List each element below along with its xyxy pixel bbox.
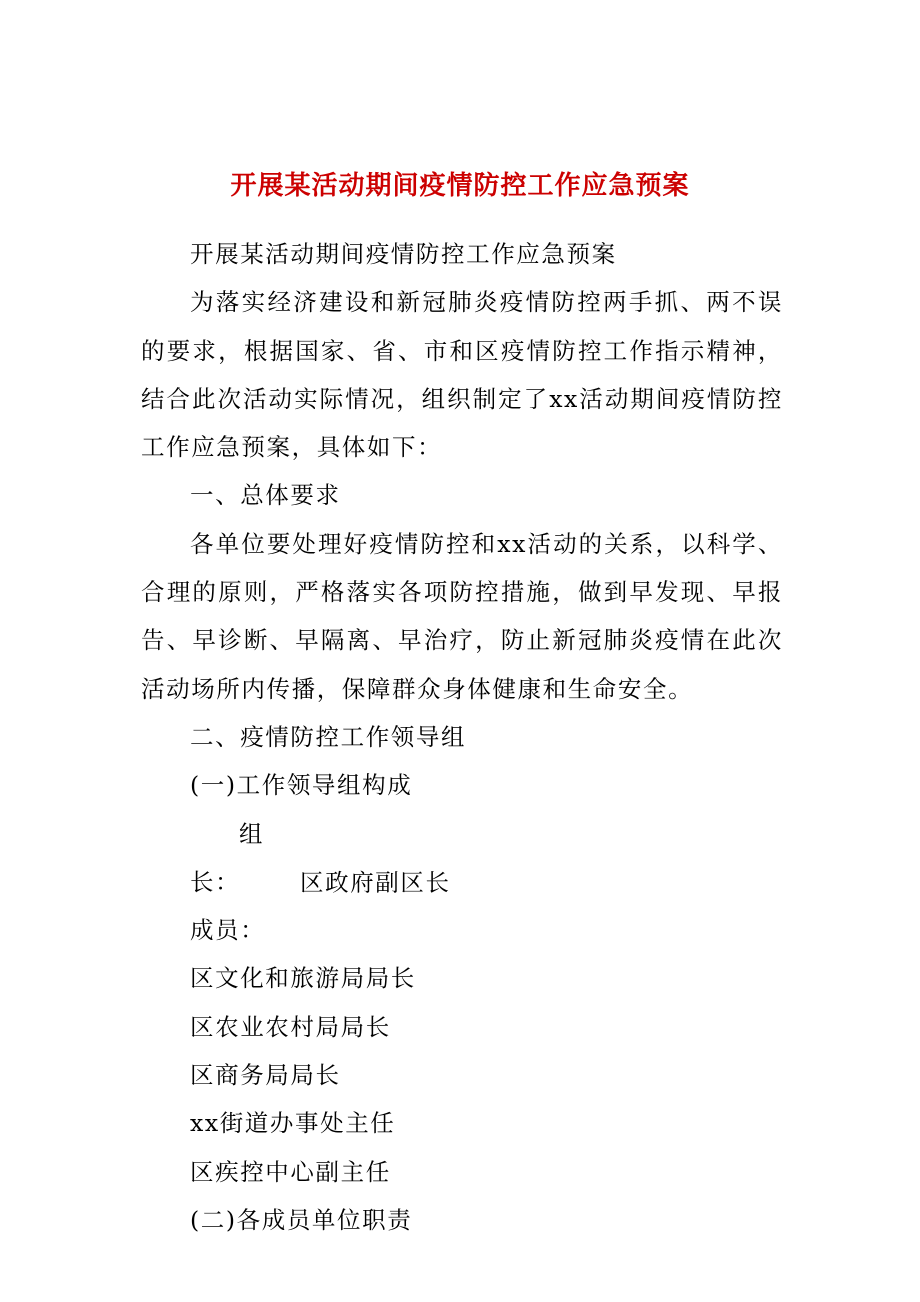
section1-heading: 一、总体要求 xyxy=(190,481,341,510)
member-item: xx街道办事处主任 xyxy=(190,1109,396,1138)
section2-heading: 二、疫情防控工作领导组 xyxy=(190,722,467,751)
members-label: 成员： xyxy=(190,916,266,945)
leader-value: 区政府副区长 xyxy=(300,867,451,896)
member-item: 区商务局局长 xyxy=(190,1061,341,1090)
leader-line xyxy=(141,810,783,907)
member-item: 区文化和旅游局局长 xyxy=(190,964,416,993)
sub2-heading: (二)各成员单位职责 xyxy=(190,1205,413,1234)
document-body xyxy=(141,230,783,1244)
member-item: 区疾控中心副主任 xyxy=(190,1157,391,1186)
section1-paragraph: 各单位要处理好疫情防控和xx活动的关系，以科学、合理的原则，严格落实各项防控措施，做到早发现、早报告、早诊断、早隔离、早治疗，防止新冠肺炎疫情在此次活动场所内传播，保障群众身体健康和生命安全。 xyxy=(141,529,783,703)
intro-paragraph: 为落实经济建设和新冠肺炎疫情防控两手抓、两不误的要求，根据国家、省、市和区疫情防控工作指示精神，结合此次活动实际情况，组织制定了xx活动期间疫情防控工作应急预案，具体如下： xyxy=(141,288,783,462)
document-title: 开展某活动期间疫情防控工作应急预案 xyxy=(230,171,690,201)
leader-label: 组长： xyxy=(190,819,265,896)
sub1-heading: (一)工作领导组构成 xyxy=(190,771,413,800)
subtitle-line: 开展某活动期间疫情防控工作应急预案 xyxy=(190,240,617,268)
member-item: 区农业农村局局长 xyxy=(190,1012,391,1041)
